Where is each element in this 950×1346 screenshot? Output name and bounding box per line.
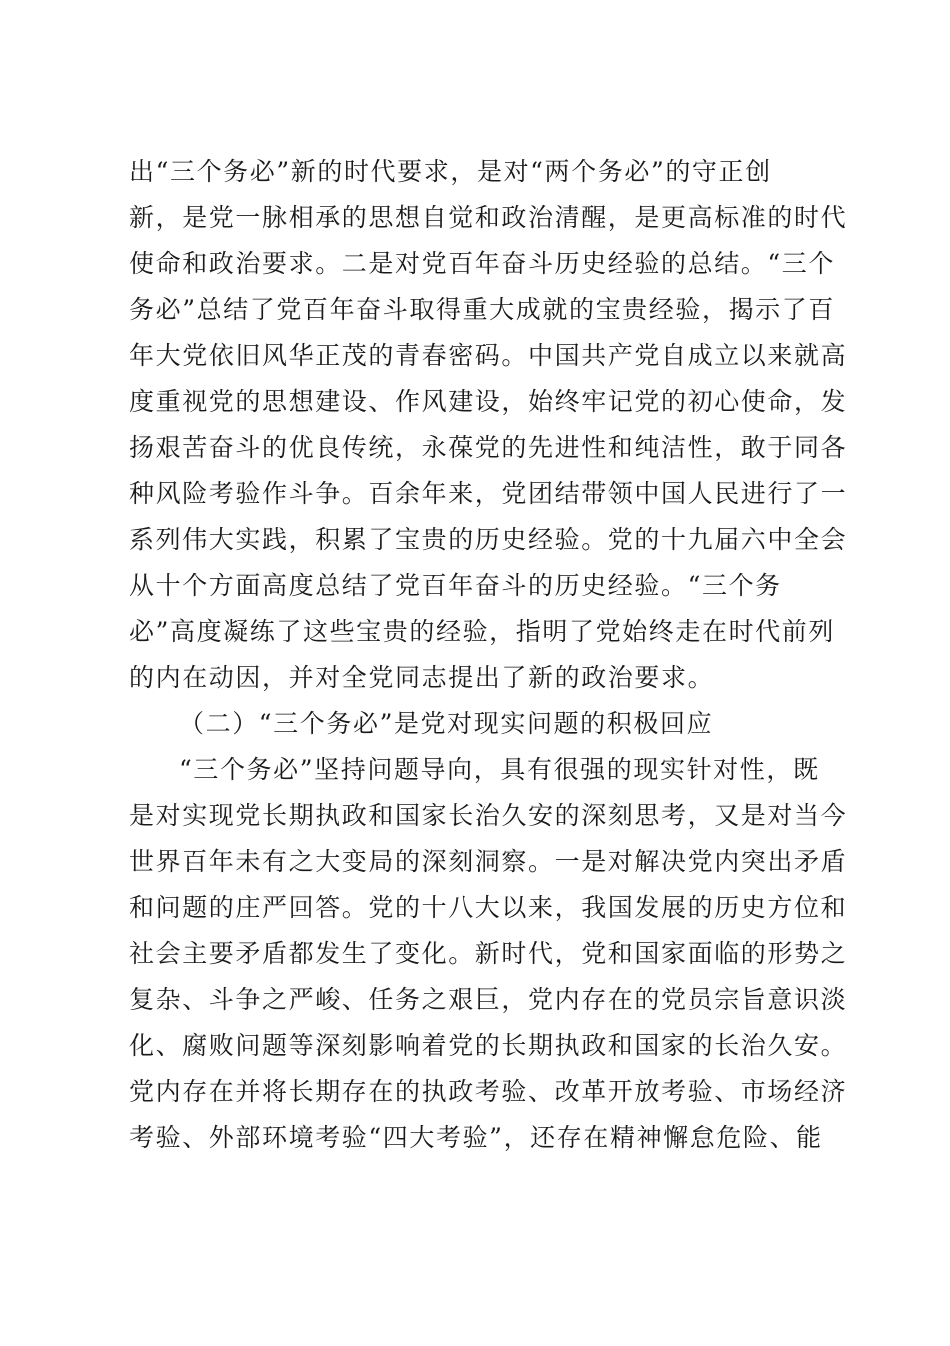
text-line: 出“三个务必”新的时代要求，是对“两个务必”的守正创 [129, 157, 772, 186]
text-line: 扬艰苦奋斗的优良传统，永葆党的先进性和纯洁性，敢于同各 [129, 433, 848, 462]
text-line: 必”高度凝练了这些宝贵的经验，指明了党始终走在时代前列 [129, 617, 835, 646]
paragraph-first-line: “三个务必”坚持问题导向，具有很强的现实针对性，既 [179, 755, 820, 784]
text-line: 务必”总结了党百年奋斗取得重大成就的宝贵经验，揭示了百 [129, 295, 835, 324]
text-line: 从十个方面高度总结了党百年奋斗的历史经验。“三个务 [129, 571, 782, 600]
text-line: 的内在动因，并对全党同志提出了新的政治要求。 [129, 663, 715, 692]
text-line: 种风险考验作斗争。百余年来，党团结带领中国人民进行了一 [129, 479, 848, 508]
text-line: 党内存在并将长期存在的执政考验、改革开放考验、市场经济 [129, 1077, 848, 1106]
text-line: 考验、外部环境考验“四大考验”，还存在精神懈怠危险、能 [129, 1123, 823, 1152]
text-line: 年大党依旧风华正茂的青春密码。中国共产党自成立以来就高 [129, 341, 848, 370]
text-line: 新，是党一脉相承的思想自觉和政治清醒，是更高标准的时代 [129, 203, 848, 232]
text-line: 复杂、斗争之严峻、任务之艰巨，党内存在的党员宗旨意识淡 [129, 985, 848, 1014]
text-line: 使命和政治要求。二是对党百年奋斗历史经验的总结。“三个 [129, 249, 835, 278]
text-line: 度重视党的思想建设、作风建设，始终牢记党的初心使命，发 [129, 387, 848, 416]
section-heading: （二）“三个务必”是党对现实问题的积极回应 [179, 709, 714, 738]
text-line: 系列伟大实践，积累了宝贵的历史经验。党的十九届六中全会 [129, 525, 848, 554]
text-line: 和问题的庄严回答。党的十八大以来，我国发展的历史方位和 [129, 893, 848, 922]
text-line: 是对实现党长期执政和国家长治久安的深刻思考，又是对当今 [129, 801, 848, 830]
text-line: 社会主要矛盾都发生了变化。新时代，党和国家面临的形势之 [129, 939, 848, 968]
text-line: 化、腐败问题等深刻影响着党的长期执政和国家的长治久安。 [129, 1031, 848, 1060]
text-line: 世界百年未有之大变局的深刻洞察。一是对解决党内突出矛盾 [129, 847, 848, 876]
